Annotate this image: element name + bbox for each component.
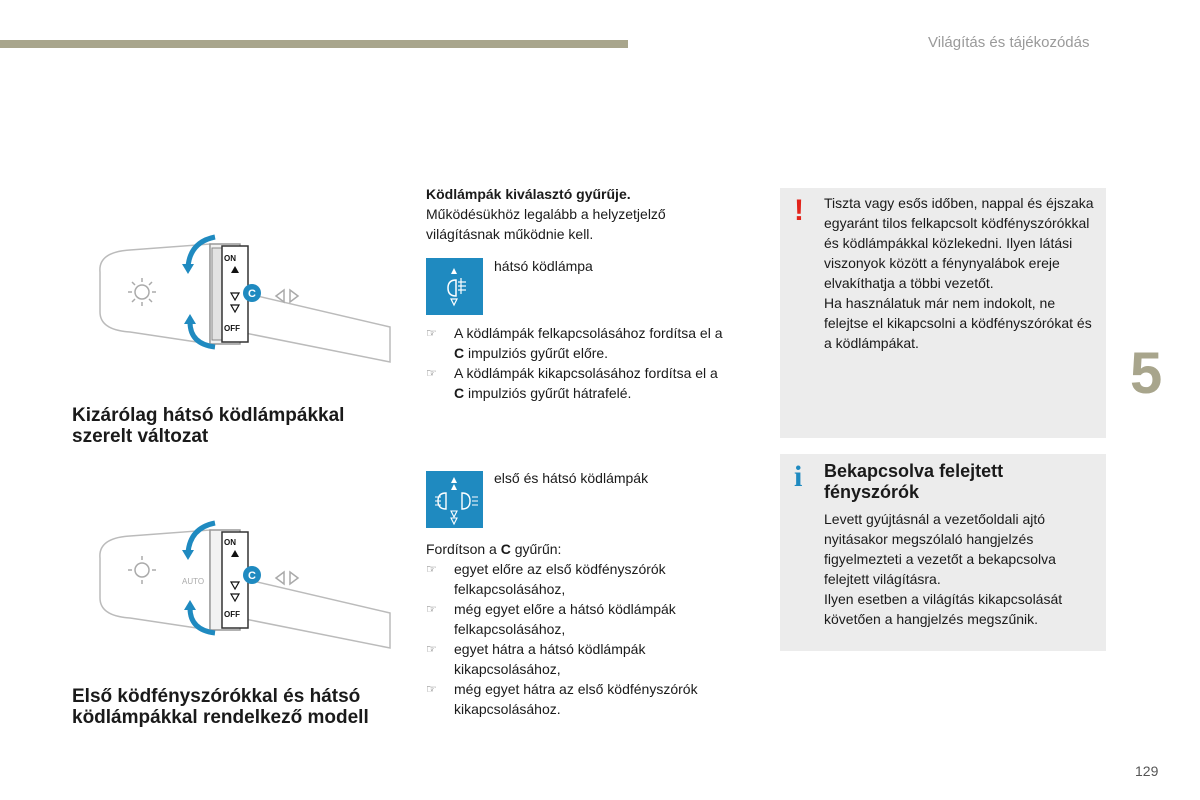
pointing-hand-icon: ☞ (426, 366, 437, 380)
ring-instruction-lead: Fordítson a C gyűrűn: (426, 541, 562, 557)
list-item: ☞ A ködlámpák kikapcsolásához fordítsa el a C impulziós gyűrűt hátrafelé. (426, 365, 718, 401)
intro-title: Ködlámpák kiválasztó gyűrűje. (426, 186, 631, 202)
header-rule (0, 40, 628, 48)
list-item: ☞ még egyet előre a hátsó ködlámpák felkapcsolásához, (426, 601, 676, 637)
instructions-list-front-rear (426, 559, 726, 719)
chapter-number: 5 (1130, 341, 1163, 406)
info-text: Levett gyújtásnál a vezetőoldali ajtó nyitásakor megszólaló hangjelzés figyelmezteti a vezetőt a bekapcsolva felejtett világításra. Ilyen esetben a világítás kikapcsolását követően a hangjelzés megszűnik. (824, 511, 1063, 627)
indicator-arrows-icon (276, 572, 298, 584)
intro-body: Működésükhöz legalább a helyzetjelző világításnak működnie kell. (426, 206, 666, 242)
switch-label-on: ON (224, 538, 236, 547)
pointing-hand-icon: ☞ (426, 602, 437, 616)
switch-label-off: OFF (224, 610, 240, 619)
ring-c-label: C (248, 570, 256, 582)
heading-front-rear-fog-model: Első ködfényszórókkal és hátsó ködlámpákkal rendelkező modell (72, 686, 369, 728)
pointing-hand-icon: ☞ (426, 562, 437, 576)
section-title: Világítás és tájékozódás (928, 34, 1090, 51)
pointing-hand-icon: ☞ (426, 642, 437, 656)
page-number: 129 (1135, 763, 1159, 779)
pointing-hand-icon: ☞ (426, 682, 437, 696)
list-item: ☞ A ködlámpák felkapcsolásához fordítsa el a C impulziós gyűrűt előre. (426, 325, 723, 361)
switch-label-off: OFF (224, 324, 240, 333)
rear-fog-lamp-icon (426, 258, 483, 315)
rear-fog-lamp-label: hátsó ködlámpa (494, 258, 593, 274)
ring-c-label: C (248, 288, 256, 300)
pointing-hand-icon: ☞ (426, 326, 437, 340)
info-title: Bekapcsolva felejtett fényszórók (824, 461, 1004, 502)
switch-label-on: ON (224, 254, 236, 263)
warning-text: Tiszta vagy esős időben, nappal és éjszaka egyaránt tilos felkapcsolt ködfényszórókkal és ködlámpákkal közlekedni. Ilyen látási viszonyok között a fénynyalábok ereje elvakíthatja a többi vezetőt. Ha használatuk már nem indokolt, ne felejtse el kikapcsolni a ködfényszórókat és a ködlámpákat. (824, 195, 1094, 351)
warning-exclamation-icon: ! (794, 194, 804, 227)
list-item: ☞ egyet hátra a hátsó ködlámpák kikapcsolásához, (426, 641, 646, 677)
fog-switch-illustration-rear (90, 232, 400, 382)
list-item: ☞ egyet előre az első ködfényszórók felkapcsolásához, (426, 561, 666, 597)
info-note (780, 454, 1106, 651)
front-rear-fog-lamp-icon (426, 471, 483, 528)
indicator-arrows-icon (276, 290, 298, 302)
switch-label-auto: AUTO (182, 577, 205, 586)
fog-switch-illustration-front-rear (90, 518, 400, 668)
list-item: ☞ még egyet hátra az első ködfényszórók kikapcsolásához. (426, 681, 698, 717)
warning-note (780, 188, 1106, 438)
front-rear-fog-lamp-label: első és hátsó ködlámpák (494, 470, 649, 486)
info-icon: i (794, 460, 803, 493)
heading-rear-fog-version: Kizárólag hátsó ködlámpákkal szerelt változat (72, 405, 345, 447)
intro-text (426, 184, 726, 244)
instructions-list-rear (426, 323, 726, 403)
